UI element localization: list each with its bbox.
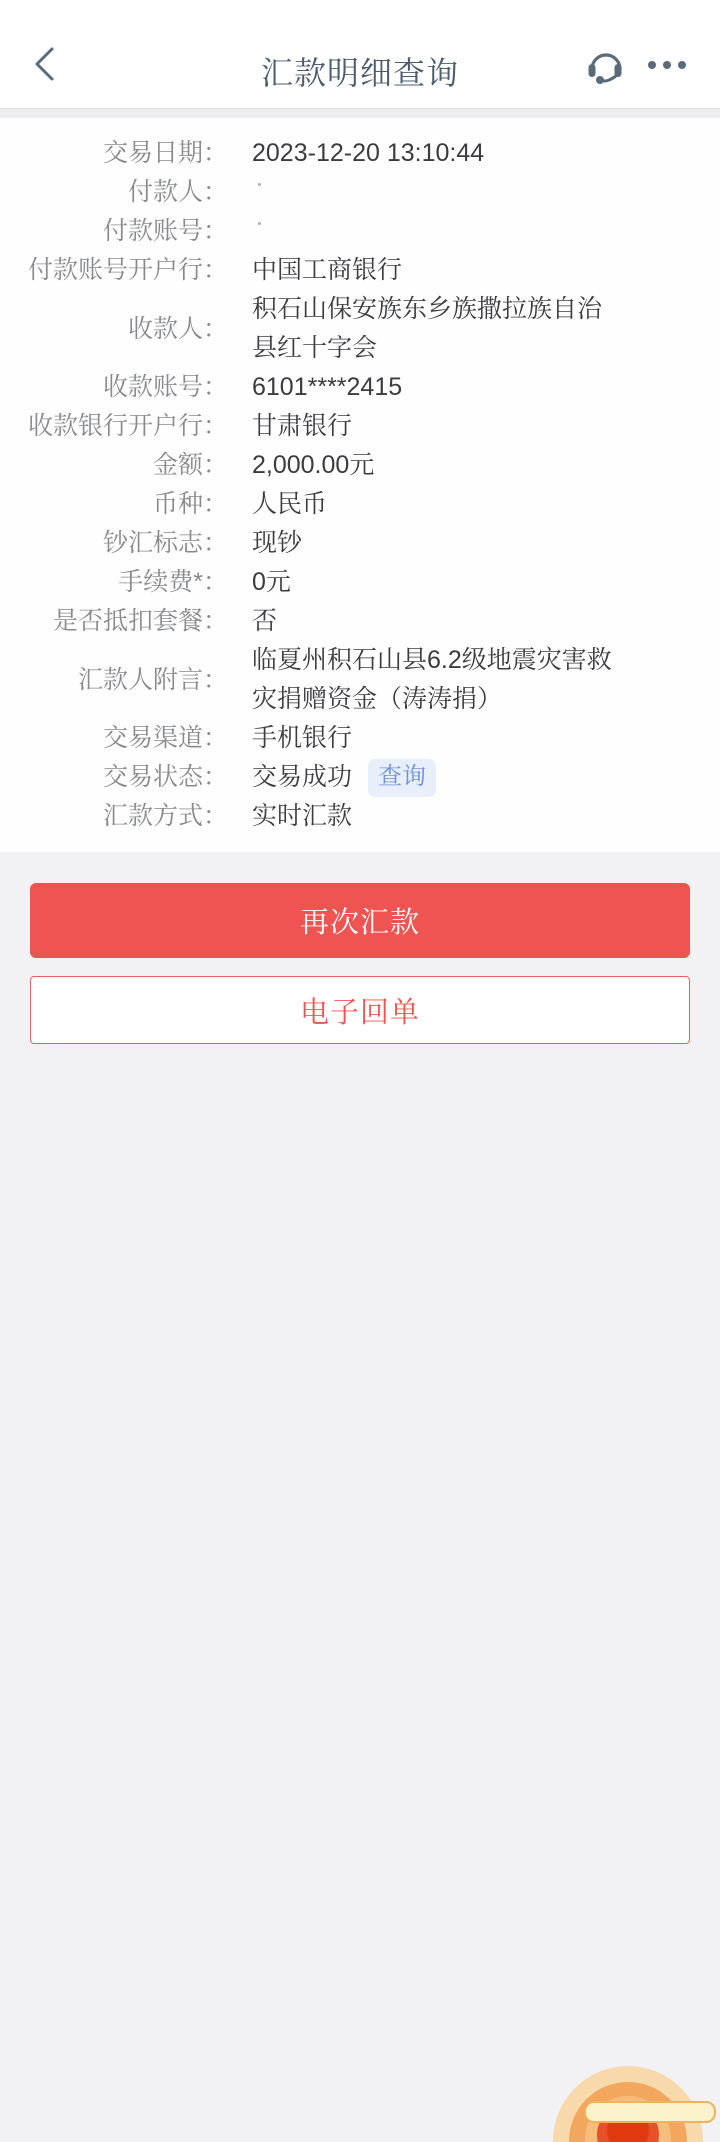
detail-value: 否 <box>252 607 278 635</box>
detail-row <box>0 134 720 173</box>
detail-row <box>0 368 720 407</box>
detail-row <box>0 563 720 602</box>
detail-row <box>0 602 720 641</box>
detail-value: 6101****2415 <box>252 373 403 401</box>
detail-row <box>0 797 720 836</box>
detail-label: 汇款人附言： <box>77 665 228 694</box>
header-bar <box>0 0 720 108</box>
electronic-receipt-button[interactable]: 电子回单 <box>30 976 690 1044</box>
query-status-button[interactable]: 查询 <box>368 759 436 797</box>
page-title: 汇款明细查询 <box>260 55 459 91</box>
detail-label: 交易日期： <box>102 139 228 167</box>
detail-value: 实时汇款 <box>252 802 353 830</box>
detail-label: 收款银行开户行： <box>27 412 228 440</box>
detail-row <box>0 758 720 797</box>
detail-value: 0元 <box>252 568 291 596</box>
detail-label: 金额： <box>152 451 228 479</box>
detail-value <box>252 212 624 251</box>
transaction-details <box>0 118 720 852</box>
detail-row <box>0 173 720 212</box>
detail-label: 付款账号开户行： <box>27 256 228 284</box>
remit-again-button[interactable]: 再次汇款 <box>30 883 690 958</box>
more-ellipsis-icon <box>663 61 671 69</box>
detail-row <box>0 251 720 290</box>
detail-row <box>0 641 720 719</box>
detail-label: 交易渠道： <box>102 724 228 752</box>
detail-label: 是否抵扣套餐： <box>52 607 228 635</box>
detail-label: 交易状态： <box>102 763 228 791</box>
more-options-button[interactable] <box>642 48 692 82</box>
detail-value: 临夏州积石山县6.2级地震灾害救灾捐赠资金（涛涛捐） <box>252 646 612 713</box>
detail-value: 现钞 <box>252 529 303 557</box>
detail-label: 付款人： <box>127 178 228 206</box>
header-divider <box>0 108 720 118</box>
detail-row <box>0 485 720 524</box>
detail-value: 人民币 <box>252 490 328 518</box>
detail-value: 积石山保安族东乡族撒拉族自治县红十字会 <box>252 295 603 362</box>
detail-value: 2,000.00元 <box>252 451 375 479</box>
redacted-value-mark <box>258 183 261 186</box>
detail-row <box>0 524 720 563</box>
customer-service-headset-icon <box>583 43 627 87</box>
detail-value: 交易成功 <box>252 763 353 791</box>
mascot-base <box>584 2101 716 2123</box>
detail-label: 收款人： <box>127 314 228 343</box>
detail-value: 2023-12-20 13:10:44 <box>252 139 485 167</box>
detail-value: 甘肃银行 <box>252 412 353 440</box>
action-button-area <box>0 852 720 1044</box>
detail-label: 钞汇标志： <box>102 529 228 557</box>
customer-service-button[interactable] <box>582 42 628 88</box>
more-ellipsis-icon <box>648 61 656 69</box>
detail-row <box>0 290 720 368</box>
more-ellipsis-icon <box>678 61 686 69</box>
detail-value <box>252 173 624 212</box>
detail-label: 付款账号： <box>102 217 228 245</box>
detail-row <box>0 212 720 251</box>
redacted-value-mark <box>258 222 261 225</box>
detail-value: 手机银行 <box>252 724 353 752</box>
detail-label: 手续费*： <box>118 568 228 596</box>
detail-row <box>0 407 720 446</box>
detail-label: 汇款方式： <box>102 802 228 830</box>
detail-label: 币种： <box>152 490 228 518</box>
detail-label: 收款账号： <box>102 373 228 401</box>
detail-row <box>0 446 720 485</box>
detail-row <box>0 719 720 758</box>
detail-value: 中国工商银行 <box>252 256 403 284</box>
